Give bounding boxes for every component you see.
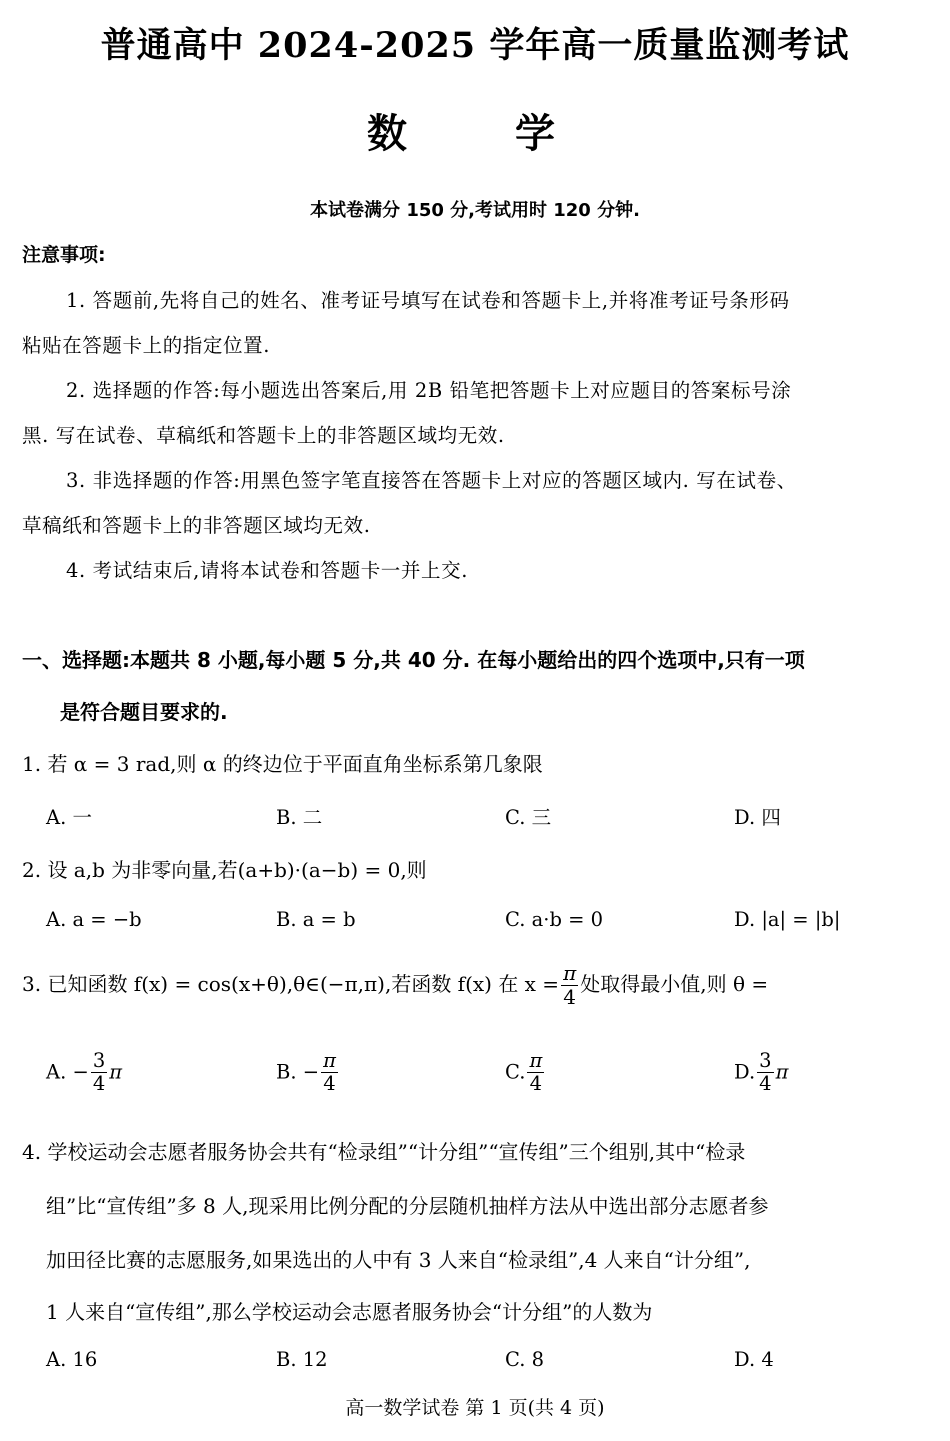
q3-option-b xyxy=(276,1050,340,1096)
question-4-line: 加田径比赛的志愿服务,如果选出的人中有 3 人来自“检录组”,4 人来自“计分组”, xyxy=(46,1248,751,1272)
q3-option-b-num: π xyxy=(323,1049,336,1072)
q3-option-d-tail: π xyxy=(775,1060,789,1084)
q3-frac-den: 4 xyxy=(563,985,577,1009)
question-2-stem: 2. 设 a,b 为非零向量,若(a+b)·(a−b) = 0,则 xyxy=(22,858,427,882)
q4-option-d: D. 4 xyxy=(734,1348,774,1371)
notice-line: 黑. 写在试卷、草稿纸和答题卡上的非答题区域均无效. xyxy=(22,424,505,447)
q3-option-c-num: π xyxy=(529,1049,543,1072)
q3-stem-before: 3. 已知函数 f(x) = cos(x+θ),θ∈(−π,π),若函数 f(x) 在 x = xyxy=(22,972,560,996)
q3-option-a-label: A. − xyxy=(46,1060,89,1084)
notice-line: 粘贴在答题卡上的指定位置. xyxy=(22,334,270,357)
page-footer: 高一数学试卷 第 1 页(共 4 页) xyxy=(345,1397,605,1419)
q3-frac-num: π xyxy=(563,961,577,985)
subject-title: 数 学 xyxy=(367,110,583,157)
q3-option-d-label: D. xyxy=(734,1060,756,1084)
q2-option-c: C. a·b = 0 xyxy=(505,908,604,931)
q3-stem-after: 处取得最小值,则 θ = xyxy=(580,972,769,996)
q3-option-d xyxy=(734,1050,788,1096)
question-1-stem: 1. 若 α = 3 rad,则 α 的终边位于平面直角坐标系第几象限 xyxy=(22,752,543,776)
q3-option-d-den: 4 xyxy=(759,1072,772,1096)
q3-option-b-den: 4 xyxy=(323,1072,336,1096)
q3-option-d-num: 3 xyxy=(759,1049,772,1072)
exam-title: 普通高中 2024-2025 学年高一质量监测考试 xyxy=(100,25,850,66)
q3-stem-fraction xyxy=(561,962,578,1009)
question-3-stem xyxy=(22,962,768,1009)
q3-option-c xyxy=(505,1050,546,1096)
q3-option-a xyxy=(46,1050,122,1096)
q4-option-a: A. 16 xyxy=(46,1348,98,1371)
notice-line: 4. 考试结束后,请将本试卷和答题卡一并上交. xyxy=(66,559,469,582)
q3-option-c-label: C. xyxy=(505,1060,526,1084)
section-heading: 一、选择题:本题共 8 小题,每小题 5 分,共 40 分. 在每小题给出的四个选项中,只有一项 xyxy=(22,648,805,672)
notice-heading: 注意事项: xyxy=(22,244,106,266)
q3-option-c-den: 4 xyxy=(529,1072,543,1096)
exam-info: 本试卷满分 150 分,考试用时 120 分钟. xyxy=(310,200,640,221)
notice-line: 2. 选择题的作答:每小题选出答案后,用 2B 铅笔把答题卡上对应题目的答案标号涂 xyxy=(66,379,792,402)
q2-option-d: D. |a| = |b| xyxy=(734,908,841,931)
question-4-line: 4. 学校运动会志愿者服务协会共有“检录组”“计分组”“宣传组”三个组别,其中“检录 xyxy=(22,1140,746,1164)
q3-option-b-label: B. − xyxy=(276,1060,320,1084)
q1-option-d: D. 四 xyxy=(734,806,781,829)
question-4-line: 1 人来自“宣传组”,那么学校运动会志愿者服务协会“计分组”的人数为 xyxy=(46,1300,653,1324)
q4-option-b: B. 12 xyxy=(276,1348,328,1371)
question-4-line: 组”比“宣传组”多 8 人,现采用比例分配的分层随机抽样方法从中选出部分志愿者参 xyxy=(46,1194,769,1218)
q3-option-a-den: 4 xyxy=(92,1072,106,1096)
notice-line: 3. 非选择题的作答:用黑色签字笔直接答在答题卡上对应的答题区域内. 写在试卷、 xyxy=(66,469,797,492)
section-heading-cont: 是符合题目要求的. xyxy=(60,700,228,724)
q1-option-b: B. 二 xyxy=(276,806,323,829)
q3-option-a-num: 3 xyxy=(92,1049,106,1072)
q4-option-c: C. 8 xyxy=(505,1348,545,1371)
q3-option-a-tail: π xyxy=(109,1060,123,1084)
q2-option-a: A. a = −b xyxy=(46,908,142,931)
q1-option-a: A. 一 xyxy=(46,806,92,829)
notice-line: 1. 答题前,先将自己的姓名、准考证号填写在试卷和答题卡上,并将准考证号条形码 xyxy=(66,289,790,312)
q2-option-b: B. a = b xyxy=(276,908,356,931)
notice-line: 草稿纸和答题卡上的非答题区域均无效. xyxy=(22,514,371,537)
q1-option-c: C. 三 xyxy=(505,806,552,829)
